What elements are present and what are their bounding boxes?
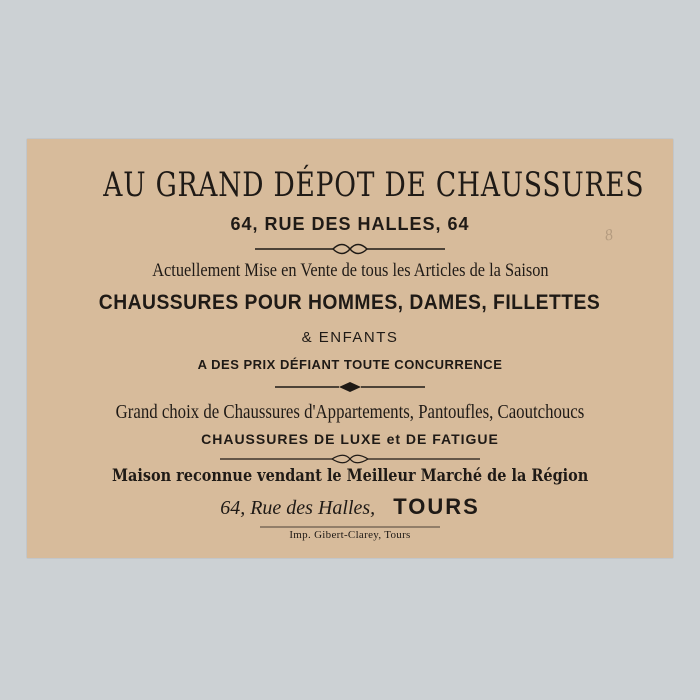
choice-line bbox=[27, 401, 673, 424]
trade-card bbox=[27, 139, 673, 558]
choice-line-text: Grand choix de Chaussures d'Appartements, Pantoufles, Caoutchoucs bbox=[115, 401, 585, 423]
ornament-divider-1 bbox=[27, 243, 673, 255]
card-title bbox=[27, 165, 673, 205]
luxury-line: CHAUSSURES DE LUXE et DE FATIGUE bbox=[201, 431, 499, 447]
ornament-divider-3 bbox=[27, 453, 673, 465]
maison-line-text: Maison reconnue vendant le Meilleur Marché de la Région bbox=[111, 466, 589, 486]
address-bottom-street: 64, Rue des Halles, bbox=[220, 497, 376, 519]
card-title-text: AU GRAND DÉPOT DE CHAUSSURES bbox=[103, 165, 645, 205]
shoes-categories bbox=[27, 291, 673, 315]
announcement-text: Actuellement Mise en Vente de tous les Articles de la Saison bbox=[151, 260, 549, 281]
address-bottom-city: TOURS bbox=[393, 494, 480, 519]
printer-credit: Imp. Gibert-Clarey, Tours bbox=[289, 529, 411, 541]
shoes-categories-text: CHAUSSURES POUR HOMMES, DAMES, FILLETTES bbox=[99, 291, 601, 314]
address-bottom bbox=[27, 494, 673, 520]
announcement bbox=[27, 260, 673, 282]
address-top: 64, RUE DES HALLES, 64 bbox=[230, 214, 470, 234]
prices-line: A DES PRIX DÉFIANT TOUTE CONCURRENCE bbox=[197, 357, 503, 372]
maison-line bbox=[27, 466, 673, 486]
ornament-divider-2 bbox=[27, 381, 673, 393]
children-line: & ENFANTS bbox=[301, 329, 399, 346]
pencil-mark: 8 bbox=[603, 226, 615, 245]
